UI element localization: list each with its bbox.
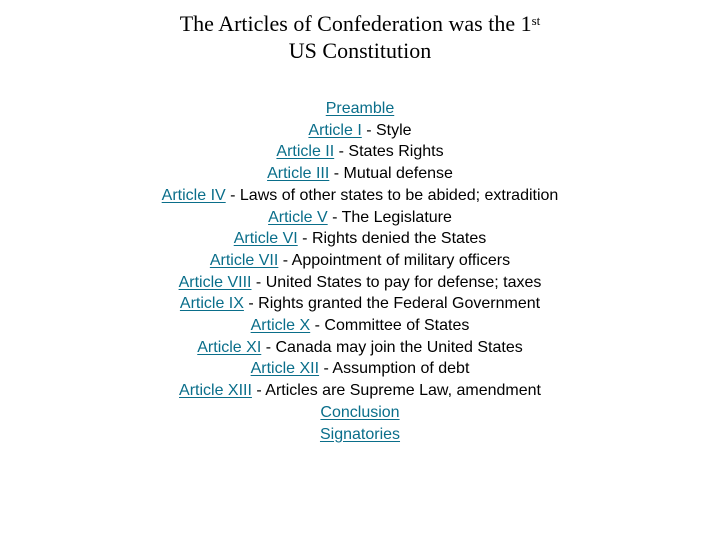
toc-desc: - Assumption of debt (319, 360, 470, 378)
toc-item-article-7 (0, 250, 720, 272)
toc-desc: - The Legislature (327, 208, 452, 226)
toc-item-article-10 (0, 315, 720, 337)
toc-desc: - Mutual defense (329, 165, 453, 183)
toc-item-article-12 (0, 358, 720, 380)
toc-item-article-9 (0, 293, 720, 315)
toc-item-article-8 (0, 272, 720, 294)
toc-desc: - Rights denied the States (297, 230, 487, 248)
toc-link-article-4[interactable]: Article IV (161, 186, 226, 204)
toc-desc: - Committee of States (310, 317, 470, 335)
toc-desc: - United States to pay for defense; taxes (251, 273, 542, 291)
toc-link-article-8[interactable]: Article VIII (178, 273, 252, 291)
toc-link-article-6[interactable]: Article VI (233, 230, 298, 248)
toc-link-article-7[interactable]: Article VII (209, 251, 279, 269)
toc-item-article-6 (0, 228, 720, 250)
toc-item-conclusion (0, 402, 720, 424)
toc-link-article-5[interactable]: Article V (268, 208, 328, 226)
toc-desc: - Articles are Supreme Law, amendment (251, 382, 541, 400)
table-of-contents (0, 98, 720, 445)
toc-link-article-1[interactable]: Article I (308, 121, 362, 139)
toc-link-preamble[interactable]: Preamble (325, 100, 395, 117)
toc-desc: - States Rights (334, 143, 444, 161)
toc-item-article-11 (0, 337, 720, 359)
toc-link-article-2[interactable]: Article II (276, 143, 335, 161)
toc-desc: - Style (361, 121, 412, 139)
toc-link-article-11[interactable]: Article XI (197, 338, 262, 356)
toc-item-article-3 (0, 163, 720, 185)
title-superscript: st (531, 13, 541, 28)
toc-desc: - Laws of other states to be abided; extradition (225, 186, 559, 204)
toc-link-article-3[interactable]: Article III (267, 165, 330, 183)
toc-item-article-2 (0, 141, 720, 163)
slide-title (0, 10, 720, 64)
title-line-1 (0, 10, 720, 37)
toc-item-article-1 (0, 120, 720, 142)
toc-item-article-4 (0, 185, 720, 207)
toc-desc: - Canada may join the United States (261, 338, 523, 356)
title-line-2: US Constitution (288, 38, 432, 63)
title-line-1-text: The Articles of Confederation was the 1 (179, 11, 532, 36)
toc-link-article-13[interactable]: Article XIII (179, 382, 252, 400)
toc-item-preamble (0, 98, 720, 120)
toc-link-article-9[interactable]: Article IX (179, 295, 244, 313)
toc-link-signatories[interactable]: Signatories (319, 425, 401, 443)
toc-item-signatories (0, 424, 720, 446)
toc-link-article-12[interactable]: Article XII (250, 360, 320, 378)
toc-desc: - Rights granted the Federal Government (243, 295, 541, 313)
toc-desc: - Appointment of military officers (278, 251, 511, 269)
toc-item-article-13 (0, 380, 720, 402)
toc-link-conclusion[interactable]: Conclusion (320, 403, 400, 421)
toc-item-article-5 (0, 207, 720, 229)
toc-link-article-10[interactable]: Article X (250, 317, 311, 335)
